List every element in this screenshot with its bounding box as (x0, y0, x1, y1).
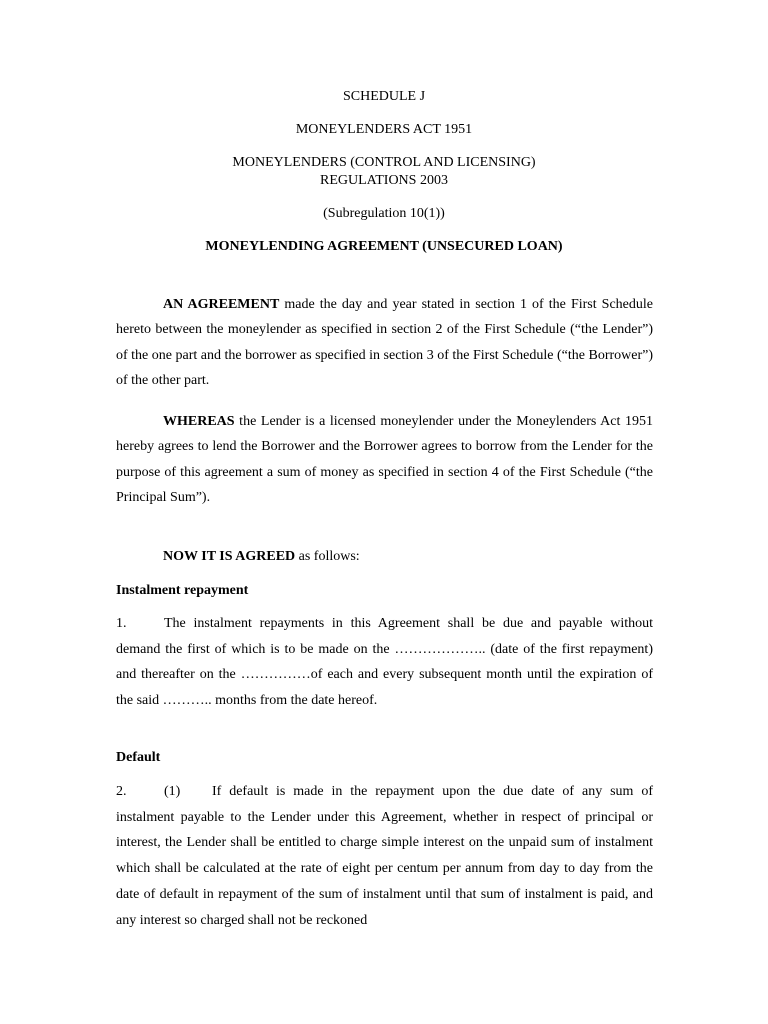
default-heading: Default (116, 750, 161, 765)
agreement-text: made the day and year stated in section 1 of the First Schedule hereto between the moneylender as specified in section 2 of the First Schedule (“the Lender”) of the one part and the borrower as specified in section 3 of the First Schedule (“the Borrower”) of the other part. (116, 297, 653, 388)
clause-1-text: The instalment repayments in this Agreement shall be due and payable without demand the first of which is to be made on the ……………….. (date of the first repayment) and thereafter on the ……………of each and every subsequent month until the expiration of the said ……….. months from the date hereof. (116, 616, 653, 709)
regulations-title-line2: REGULATIONS 2003 (320, 173, 448, 188)
agreement-paragraph (116, 292, 653, 393)
agreed-text: as follows: (295, 549, 360, 564)
agreed-lead: NOW IT IS AGREED (163, 549, 296, 564)
instalment-heading: Instalment repayment (116, 583, 249, 598)
clause-2-number: 2. (116, 784, 127, 799)
agreement-lead: AN AGREEMENT (163, 297, 280, 312)
agreement-title: MONEYLENDING AGREEMENT (UNSECURED LOAN) (205, 239, 563, 254)
clause-2-text: If default is made in the repayment upon the due date of any sum of instalment payable to the Lender under this Agreement, whether in respect of principal or interest, the Lender shall be entitled to charge simple interest on the unpaid sum of instalment which shall be calculated at the rate of eight per centum per annum from day to day from the date of default in repayment of the sum of instalment until that sum of instalment is paid, and any interest so charged shall not be reckoned (116, 784, 653, 928)
whereas-lead: WHEREAS (163, 414, 235, 429)
act-title: MONEYLENDERS ACT 1951 (295, 122, 473, 137)
schedule-label: SCHEDULE J (342, 89, 426, 104)
subregulation-reference: (Subregulation 10(1)) (323, 206, 445, 221)
clause-2 (116, 779, 653, 933)
clause-1 (116, 611, 653, 714)
whereas-text: the Lender is a licensed moneylender under the Moneylenders Act 1951 hereby agrees to lend the Borrower and the Borrower agrees to borrow from the Lender for the purpose of this agreement a sum of money as specified in section 4 of the First Schedule (“the Principal Sum”). (116, 414, 653, 505)
clause-1-number: 1. (116, 616, 127, 631)
regulations-title-line1: MONEYLENDERS (CONTROL AND LICENSING) (232, 155, 536, 170)
agreed-paragraph (116, 544, 653, 569)
whereas-paragraph (116, 409, 653, 510)
clause-2-subclause: (1) (164, 784, 181, 799)
